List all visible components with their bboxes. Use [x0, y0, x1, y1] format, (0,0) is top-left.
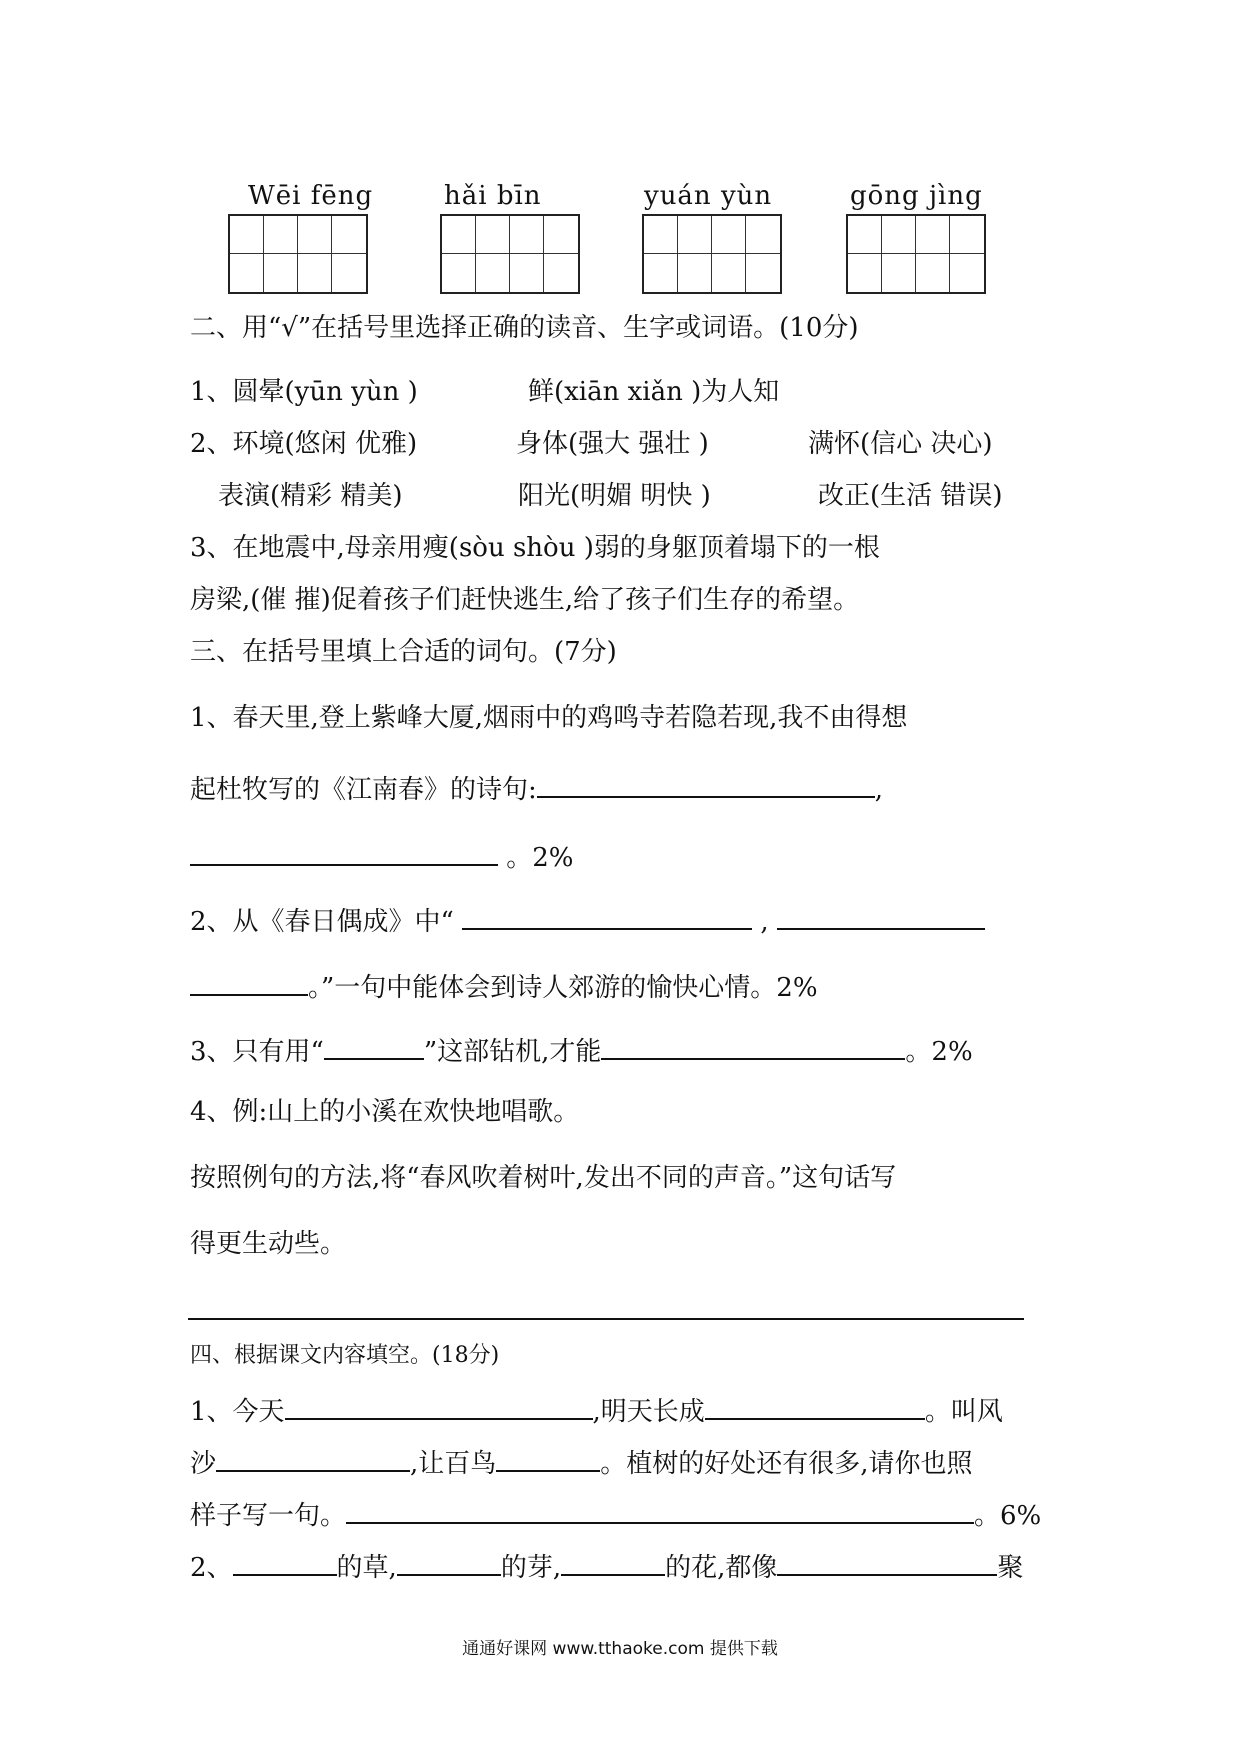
- question-text: 起杜牧写的《江南春》的诗句:: [190, 775, 537, 805]
- pinyin-label: gōng jìng: [850, 181, 983, 211]
- question-text: ,明天长成: [592, 1397, 705, 1427]
- answer-blank[interactable]: [777, 898, 985, 930]
- question-text: 。”一句中能体会到诗人郊游的愉快心情。2%: [308, 973, 818, 1003]
- question-text: [190, 1544, 1023, 1586]
- question-text: [190, 1388, 1003, 1430]
- question-text: [190, 766, 883, 808]
- answer-blank[interactable]: [561, 1544, 665, 1576]
- answer-line[interactable]: [188, 1318, 1024, 1320]
- answer-blank[interactable]: [285, 1388, 593, 1420]
- question-text: 的芽,: [500, 1553, 562, 1583]
- question-text: ,让百鸟: [410, 1449, 497, 1479]
- question-text: 按照例句的方法,将“春风吹着树叶,发出不同的声音。”这句话写: [190, 1163, 897, 1193]
- question-text: [190, 898, 985, 940]
- question-text: 房梁,(催 摧)促着孩子们赶快逃生,给了孩子们生存的希望。: [190, 585, 860, 615]
- writing-grid[interactable]: [228, 214, 368, 294]
- question-text: [190, 1440, 973, 1482]
- question-text: 改正(生活 错误): [818, 481, 1003, 511]
- question-text: 1、春天里,登上紫峰大厦,烟雨中的鸡鸣寺若隐若现,我不由得想: [190, 703, 908, 733]
- question-text: [190, 1492, 1041, 1534]
- answer-blank[interactable]: [346, 1492, 974, 1524]
- answer-blank[interactable]: [462, 898, 752, 930]
- answer-blank[interactable]: [496, 1440, 600, 1472]
- question-text: 阳光(明媚 明快 ): [518, 481, 711, 511]
- question-text: 的草,: [336, 1553, 397, 1583]
- answer-blank[interactable]: [397, 1544, 501, 1576]
- question-text: 1、今天: [190, 1397, 285, 1427]
- answer-blank[interactable]: [777, 1544, 997, 1576]
- question-text: 满怀(信心 决心): [808, 429, 993, 459]
- question-text: 3、在地震中,母亲用瘦(sòu shòu )弱的身躯顶着塌下的一根: [190, 533, 880, 563]
- pinyin-label: hǎi bīn: [444, 181, 542, 211]
- question-text: [190, 834, 574, 876]
- question-text: 的花,都像: [665, 1553, 778, 1583]
- writing-grid[interactable]: [440, 214, 580, 294]
- question-text: 。2%: [506, 843, 574, 873]
- footer-credit: 通通好课网 www.tthaoke.com 提供下载: [462, 1639, 778, 1659]
- question-text: 。叫风: [924, 1397, 1003, 1427]
- question-text: 鲜(xiān xiǎn )为人知: [528, 377, 780, 407]
- section-title: 二、用“√”在括号里选择正确的读音、生字或词语。(10分): [190, 313, 859, 343]
- answer-blank[interactable]: [601, 1028, 905, 1060]
- writing-grid[interactable]: [642, 214, 782, 294]
- question-text: 。植树的好处还有很多,请你也照: [600, 1449, 973, 1479]
- question-text: 。6%: [974, 1501, 1042, 1531]
- answer-blank[interactable]: [324, 1028, 424, 1060]
- question-text: [190, 964, 818, 1006]
- answer-blank[interactable]: [216, 1440, 410, 1472]
- pinyin-label: Wēi fēng: [248, 181, 374, 211]
- section-title: 四、根据课文内容填空。(18分): [190, 1343, 500, 1368]
- section-title: 三、在括号里填上合适的词句。(7分): [190, 637, 617, 667]
- question-text: 2、: [190, 1553, 233, 1583]
- question-text: 身体(强大 强壮 ): [516, 429, 709, 459]
- answer-blank[interactable]: [190, 964, 308, 996]
- question-text: ”这部钻机,才能: [423, 1037, 602, 1067]
- punctuation: ,: [760, 907, 769, 937]
- answer-blank[interactable]: [233, 1544, 337, 1576]
- question-text: 沙: [190, 1449, 217, 1479]
- question-text: 2、环境(悠闲 优雅): [190, 429, 418, 459]
- question-text: 3、只有用“: [190, 1037, 324, 1067]
- pinyin-label: yuán yùn: [644, 181, 773, 211]
- question-text: 。2%: [905, 1037, 973, 1067]
- answer-blank[interactable]: [705, 1388, 925, 1420]
- question-text: 表演(精彩 精美): [218, 481, 403, 511]
- punctuation: ,: [874, 775, 884, 805]
- question-text: 1、圆晕(yūn yùn ): [190, 377, 418, 407]
- answer-blank[interactable]: [190, 834, 498, 866]
- question-text: 2、从《春日偶成》中“: [190, 907, 454, 937]
- question-text: 聚: [997, 1553, 1024, 1583]
- question-text: 得更生动些。: [190, 1229, 347, 1259]
- writing-grid[interactable]: [846, 214, 986, 294]
- question-text: [190, 1028, 973, 1070]
- question-text: 样子写一句。: [190, 1501, 347, 1531]
- answer-blank[interactable]: [537, 766, 875, 798]
- question-text: 4、例:山上的小溪在欢快地唱歌。: [190, 1097, 580, 1127]
